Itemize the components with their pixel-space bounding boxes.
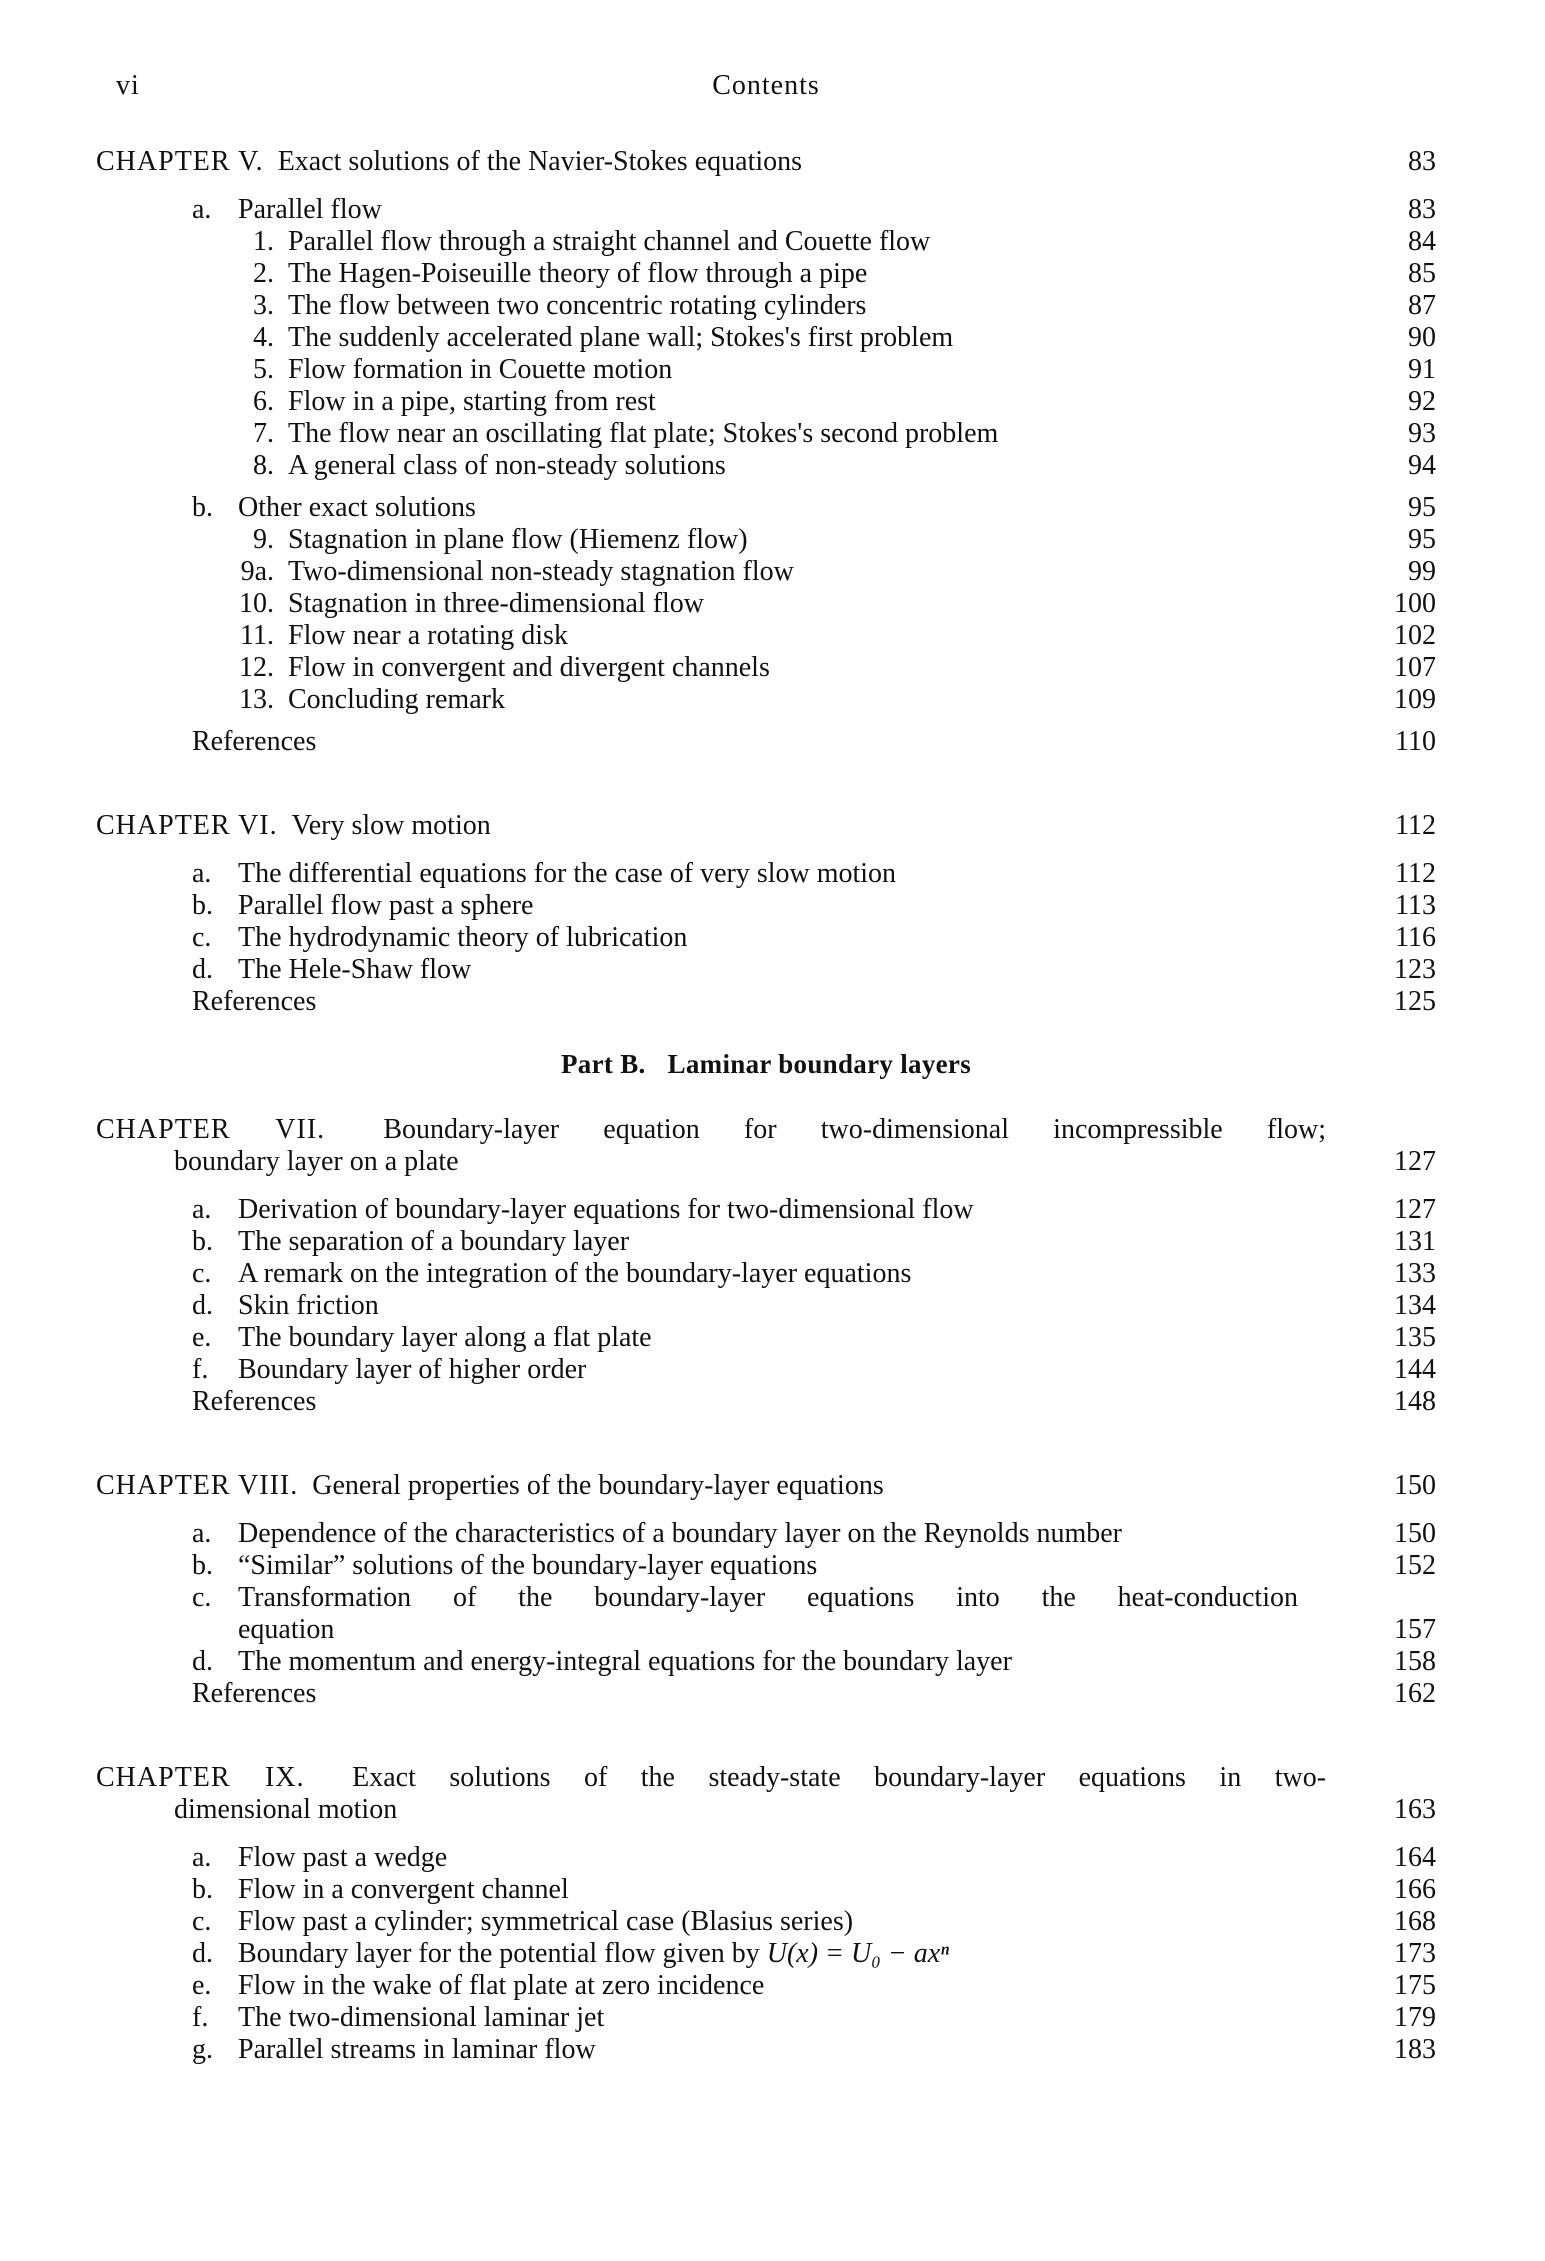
chapter-title: Exact solutions of the Navier-Stokes equations (277, 146, 803, 177)
toc-entry (96, 1550, 1436, 1582)
entry-letter: g. (192, 2034, 213, 2065)
toc-entry (96, 620, 1436, 652)
entry-title: Flow formation in Couette motion (288, 354, 673, 385)
entry-number: 9. (253, 524, 274, 555)
entry-title: Derivation of boundary-layer equations for two-dimensional flow (238, 1194, 974, 1225)
section-a (96, 194, 1436, 482)
entry-letter: d. (192, 1938, 213, 1969)
contents-page (96, 60, 1436, 2118)
toc-entry (96, 1322, 1436, 1354)
entry-number: 5. (253, 354, 274, 385)
page-ref: 131 (1394, 1226, 1436, 1257)
toc-entry (96, 1258, 1436, 1290)
chapter-title: Boundary-layer equation for two-dimensional incompressible flow; (383, 1114, 1327, 1145)
entry-number: 8. (253, 450, 274, 481)
chapter-heading (96, 146, 1436, 178)
toc-entry (96, 1970, 1436, 2002)
entry-letter: f. (192, 2002, 209, 2033)
page-ref: 83 (1408, 194, 1436, 225)
chapter-title-line1 (96, 1114, 1326, 1146)
entry-letter: b. (192, 1226, 213, 1257)
section-title: Parallel flow (238, 194, 382, 225)
page-ref: 183 (1394, 2034, 1436, 2065)
entry-letter: c. (192, 1582, 212, 1613)
entry-title: The flow between two concentric rotating cylinders (288, 290, 867, 321)
toc-entry (96, 652, 1436, 684)
page-ref: 168 (1394, 1906, 1436, 1937)
entry-letter: e. (192, 1970, 212, 2001)
references-label: References (192, 726, 317, 757)
entry-number: 3. (253, 290, 274, 321)
entry-number: 7. (253, 418, 274, 449)
entry-title: Flow past a wedge (238, 1842, 448, 1873)
page-ref: 112 (1395, 858, 1436, 889)
entry-letter: b. (192, 1874, 213, 1905)
chapter-label: CHAPTER VI. (96, 810, 278, 841)
page-ref: 84 (1408, 226, 1436, 257)
page-ref: 164 (1394, 1842, 1436, 1873)
chapter-heading (96, 1762, 1436, 1826)
page-ref: 152 (1394, 1550, 1436, 1581)
entry-title: The momentum and energy-integral equations for the boundary layer (238, 1646, 1012, 1677)
page-ref: 112 (1395, 810, 1436, 841)
page-ref: 95 (1408, 524, 1436, 555)
page-ref: 134 (1394, 1290, 1436, 1321)
entry-title: The Hele-Shaw flow (238, 954, 472, 985)
references-entry (96, 986, 1436, 1018)
entry-letter: c. (192, 922, 212, 953)
page-ref: 99 (1408, 556, 1436, 587)
toc-entry (96, 858, 1436, 890)
page-ref: 173 (1394, 1938, 1436, 1969)
entry-number: 4. (253, 322, 274, 353)
entry-title: Stagnation in plane flow (Hiemenz flow) (288, 524, 748, 555)
entry-title: The separation of a boundary layer (238, 1226, 630, 1257)
toc-entry (96, 2034, 1436, 2066)
toc-entry (96, 954, 1436, 986)
entry-letter: f. (192, 1354, 209, 1385)
entry-title: Parallel flow past a sphere (238, 890, 534, 921)
toc-entry (96, 890, 1436, 922)
toc-entry (96, 588, 1436, 620)
toc-entry (96, 2002, 1436, 2034)
entry-number: 10. (239, 588, 274, 619)
entry-number: 2. (253, 258, 274, 289)
toc-entry (96, 922, 1436, 954)
toc-entry (96, 1226, 1436, 1258)
chapter-title-line2: dimensional motion (174, 1794, 398, 1825)
entry-title: The differential equations for the case of very slow motion (238, 858, 897, 889)
chapter-label: CHAPTER VII. (96, 1114, 326, 1145)
page-ref: 94 (1408, 450, 1436, 481)
section-title: Other exact solutions (238, 492, 476, 523)
chapter-heading (96, 1470, 1436, 1502)
entry-letter: a. (192, 1518, 212, 1549)
entry-title: “Similar” solutions of the boundary-layer equations (238, 1550, 818, 1581)
page-number-roman: vi (116, 70, 140, 101)
entry-letter: a. (192, 1842, 212, 1873)
page-ref: 93 (1408, 418, 1436, 449)
entry-title: Dependence of the characteristics of a boundary layer on the Reynolds number (238, 1518, 1122, 1549)
entry-title: Flow in a convergent channel (238, 1874, 569, 1905)
chapter-heading (96, 1114, 1436, 1178)
toc-entry (96, 418, 1436, 450)
entry-letter: d. (192, 1646, 213, 1677)
entry-title: A general class of non-steady solutions (288, 450, 726, 481)
math-formula: U(x) = U₀ − axⁿ (766, 1938, 950, 1969)
entry-title: Boundary layer for the potential flow given by (238, 1938, 767, 1969)
entry-number: 9a. (240, 556, 274, 587)
entry-letter: b. (192, 890, 213, 921)
toc-entry (96, 1194, 1436, 1226)
entry-title: The boundary layer along a flat plate (238, 1322, 652, 1353)
toc-entry (96, 290, 1436, 322)
page-ref: 107 (1394, 652, 1436, 683)
page-ref: 166 (1394, 1874, 1436, 1905)
references-entry (96, 1678, 1436, 1710)
chapter-9 (96, 1762, 1436, 2066)
page-ref: 109 (1394, 684, 1436, 715)
chapter-label: CHAPTER VIII. (96, 1470, 299, 1501)
references-entry (96, 726, 1436, 758)
page-ref: 150 (1394, 1518, 1436, 1549)
references-label: References (192, 1386, 317, 1417)
entry-number: 12. (239, 652, 274, 683)
page-ref: 85 (1408, 258, 1436, 289)
entry-title: Stagnation in three-dimensional flow (288, 588, 705, 619)
entry-number: 13. (239, 684, 274, 715)
toc-entry (96, 1906, 1436, 1938)
chapter-title: General properties of the boundary-layer equations (312, 1470, 884, 1501)
toc-entry (96, 322, 1436, 354)
toc-entry (96, 1354, 1436, 1386)
section-letter: a. (192, 194, 212, 225)
chapter-heading (96, 810, 1436, 842)
page-ref: 90 (1408, 322, 1436, 353)
toc-entry (96, 1582, 1436, 1646)
part-heading (96, 1048, 1436, 1080)
entry-title: Parallel flow through a straight channel and Couette flow (288, 226, 931, 257)
toc-entry (96, 1646, 1436, 1678)
entry-title: Boundary layer of higher order (238, 1354, 587, 1385)
entry-letter: c. (192, 1906, 212, 1937)
references-label: References (192, 1678, 317, 1709)
chapter-8 (96, 1470, 1436, 1710)
toc-entry (96, 258, 1436, 290)
toc-entry (96, 1874, 1436, 1906)
entry-title: Flow in a pipe, starting from rest (288, 386, 656, 417)
entry-title: The two-dimensional laminar jet (238, 2002, 605, 2033)
toc-entry (96, 684, 1436, 716)
section-b (96, 492, 1436, 716)
entry-letter: e. (192, 1322, 212, 1353)
chapter-title: Exact solutions of the steady-state boundary-layer equations in two- (352, 1762, 1327, 1793)
entry-title: The hydrodynamic theory of lubrication (238, 922, 688, 953)
section-heading (96, 194, 1436, 226)
entry-title: Flow near a rotating disk (288, 620, 568, 651)
page-ref: 148 (1394, 1386, 1436, 1417)
toc-entry (96, 1518, 1436, 1550)
page-ref: 116 (1395, 922, 1436, 953)
chapter-title: Very slow motion (291, 810, 491, 841)
references-entry (96, 1386, 1436, 1418)
page-ref: 127 (1394, 1194, 1436, 1225)
entry-title-line2: equation (238, 1614, 335, 1645)
page-ref: 113 (1395, 890, 1436, 921)
chapter-label: CHAPTER IX. (96, 1762, 305, 1793)
chapter-5 (96, 146, 1436, 758)
entry-title-line1: Transformation of the boundary-layer equations into the heat-conduction (238, 1582, 1298, 1613)
toc-entry (96, 1938, 1436, 1970)
toc-entry (96, 524, 1436, 556)
entry-letter: d. (192, 954, 213, 985)
part-label: Part B. (560, 1049, 646, 1079)
toc-entry (96, 1842, 1436, 1874)
page-ref: 123 (1394, 954, 1436, 985)
entry-number: 1. (253, 226, 274, 257)
entry-letter: a. (192, 858, 212, 889)
page-ref: 157 (1394, 1614, 1436, 1645)
entry-number: 6. (253, 386, 274, 417)
page-ref: 179 (1394, 2002, 1436, 2033)
toc-entry (96, 1290, 1436, 1322)
chapter-6 (96, 810, 1436, 1018)
chapter-title-line1 (96, 1762, 1326, 1794)
page-ref: 127 (1394, 1146, 1436, 1177)
entry-title: Flow in convergent and divergent channels (288, 652, 770, 683)
page-ref: 92 (1408, 386, 1436, 417)
toc-entry (96, 450, 1436, 482)
entry-title: Flow past a cylinder; symmetrical case (Blasius series) (238, 1906, 854, 1937)
page-ref: 125 (1394, 986, 1436, 1017)
toc-entry (96, 556, 1436, 588)
entry-title: The flow near an oscillating flat plate; Stokes's second problem (288, 418, 999, 449)
page-ref: 83 (1408, 146, 1436, 177)
chapter-title-line2: boundary layer on a plate (174, 1146, 459, 1177)
page-ref: 100 (1394, 588, 1436, 619)
page-ref: 163 (1394, 1794, 1436, 1825)
entry-title: Two-dimensional non-steady stagnation flow (288, 556, 794, 587)
toc-entry (96, 226, 1436, 258)
section-letter: b. (192, 492, 213, 523)
entry-letter: a. (192, 1194, 212, 1225)
entry-title: Skin friction (238, 1290, 379, 1321)
page-ref: 162 (1394, 1678, 1436, 1709)
entry-title: The suddenly accelerated plane wall; Stokes's first problem (288, 322, 954, 353)
page-ref: 95 (1408, 492, 1436, 523)
running-title: Contents (712, 70, 820, 101)
page-ref: 135 (1394, 1322, 1436, 1353)
entry-letter: b. (192, 1550, 213, 1581)
references-label: References (192, 986, 317, 1017)
entry-title: Flow in the wake of flat plate at zero incidence (238, 1970, 765, 2001)
entry-title: The Hagen-Poiseuille theory of flow through a pipe (288, 258, 868, 289)
page-ref: 158 (1394, 1646, 1436, 1677)
page-ref: 133 (1394, 1258, 1436, 1289)
section-heading (96, 492, 1436, 524)
entry-number: 11. (240, 620, 274, 651)
chapter-7 (96, 1114, 1436, 1418)
entry-title: Concluding remark (288, 684, 505, 715)
page-ref: 91 (1408, 354, 1436, 385)
entry-letter: c. (192, 1258, 212, 1289)
part-title: Laminar boundary layers (667, 1049, 972, 1079)
page-ref: 144 (1394, 1354, 1436, 1385)
page-ref: 102 (1394, 620, 1436, 651)
page-ref: 150 (1394, 1470, 1436, 1501)
page-header (96, 60, 1436, 106)
entry-title: Parallel streams in laminar flow (238, 2034, 596, 2065)
page-ref: 110 (1395, 726, 1436, 757)
toc-entry (96, 354, 1436, 386)
entry-title: A remark on the integration of the boundary-layer equations (238, 1258, 912, 1289)
toc-entry (96, 386, 1436, 418)
entry-letter: d. (192, 1290, 213, 1321)
page-ref: 175 (1394, 1970, 1436, 2001)
page-ref: 87 (1408, 290, 1436, 321)
chapter-label: CHAPTER V. (96, 146, 264, 177)
